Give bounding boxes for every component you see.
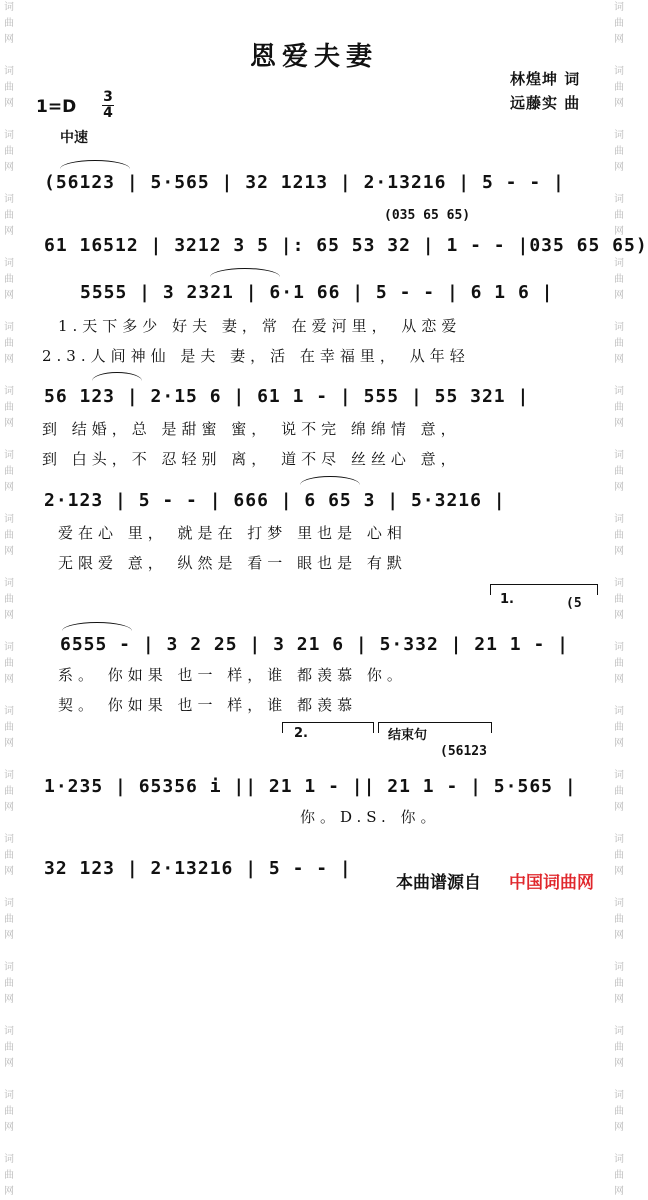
tempo-marking: 中速 — [60, 130, 88, 146]
notation-fragment: (035 65 65) — [384, 208, 471, 223]
meter-top: 3 — [103, 89, 113, 105]
slur-mark — [210, 268, 280, 277]
coda-label: 结束句 — [388, 728, 428, 743]
slur-mark — [92, 372, 142, 381]
notation-row-6: 6555 - | 3 2 25 | 3 21 6 | 5·332 | 21 1 - | — [60, 634, 569, 655]
lyrics-verse1-line1: 1.天下多少 好夫 妻，常 在爱河里， 从恋爱 — [58, 317, 462, 335]
song-title: 恩爱夫妻 — [249, 42, 378, 72]
notation-row-3: 5555 | 3 2321 | 6·1 66 | 5 - - | 6 1 6 | — [80, 282, 554, 303]
slur-mark — [60, 160, 130, 169]
watermark-column-left: 词 曲 网 词 曲 网 词 曲 网 词 曲 网 词 曲 网 词 曲 网 词 曲 网 词 曲 网 词 曲 网 词 曲 网 词 曲 网 词 曲 网 词 曲 网 词 曲 网 词 曲 网 词 曲 网 词 曲 网 词 曲 网 词 曲 网 — [4, 2, 14, 1197]
notation-fragment: (56123 — [440, 744, 487, 759]
lyrics-row7: 你。D.S. 你。 — [300, 808, 441, 826]
notation-row-8: 32 123 | 2·13216 | 5 - - | — [44, 858, 352, 879]
lyrics-verse2-line2: 到 白头，不 忍轻别 离， 道不尽 丝丝心 意， — [42, 450, 461, 468]
notation-row-1: (56123 | 5·565 | 32 1213 | 2·13216 | 5 - - | — [44, 172, 565, 193]
lyrics-verse1-line3: 爱在心 里， 就是在 打梦 里也是 心相 — [58, 524, 407, 542]
second-ending-label: 2. — [294, 726, 308, 741]
meter-bottom: 4 — [103, 105, 113, 121]
composer-credit: 远藤实 曲 — [510, 94, 581, 112]
notation-row-4: 56 123 | 2·15 6 | 61 1 - | 555 | 55 321 | — [44, 386, 530, 407]
notation-row-5: 2·123 | 5 - - | 666 | 6 65 3 | 5·3216 | — [44, 490, 506, 511]
notation-row-7: 1·235 | 65356 i || 21 1 - || 21 1 - | 5·565 | — [44, 776, 577, 797]
time-signature — [102, 90, 114, 121]
footer-site-link[interactable]: 中国词曲网 — [505, 868, 598, 893]
lyrics-verse1-line4: 系。 你如果 也一 样，谁 都羡慕 你。 — [58, 666, 407, 684]
lyrics-verse2-line1: 2.3.人间神仙 是夫 妻，活 在幸福里， 从年轻 — [42, 347, 470, 365]
notation-fragment: (5 — [566, 596, 582, 611]
notation-row-2: 61 16512 | 3212 3 5 |: 65 53 32 | 1 - - |035 65 65) — [44, 235, 648, 256]
lyrics-verse2-line4: 契。 你如果 也一 样，谁 都羡慕 — [58, 696, 358, 714]
lyrics-verse1-line2: 到 结婚，总 是甜蜜 蜜， 说不完 绵绵情 意， — [42, 420, 461, 438]
slur-mark — [300, 476, 360, 485]
watermark-column-right: 词 曲 网 词 曲 网 词 曲 网 词 曲 网 词 曲 网 词 曲 网 词 曲 网 词 曲 网 词 曲 网 词 曲 网 词 曲 网 词 曲 网 词 曲 网 词 曲 网 词 曲 网 词 曲 网 词 曲 网 词 曲 网 词 曲 网 — [614, 2, 624, 1197]
footer-source-text: 本曲谱源自 — [392, 868, 485, 893]
lyricist-credit: 林煌坤 词 — [510, 70, 581, 88]
lyrics-verse2-line3: 无限爱 意， 纵然是 看一 眼也是 有默 — [58, 554, 407, 572]
slur-mark — [62, 622, 132, 631]
first-ending-label: 1. — [500, 592, 514, 607]
key-signature: 1=D — [36, 97, 77, 117]
